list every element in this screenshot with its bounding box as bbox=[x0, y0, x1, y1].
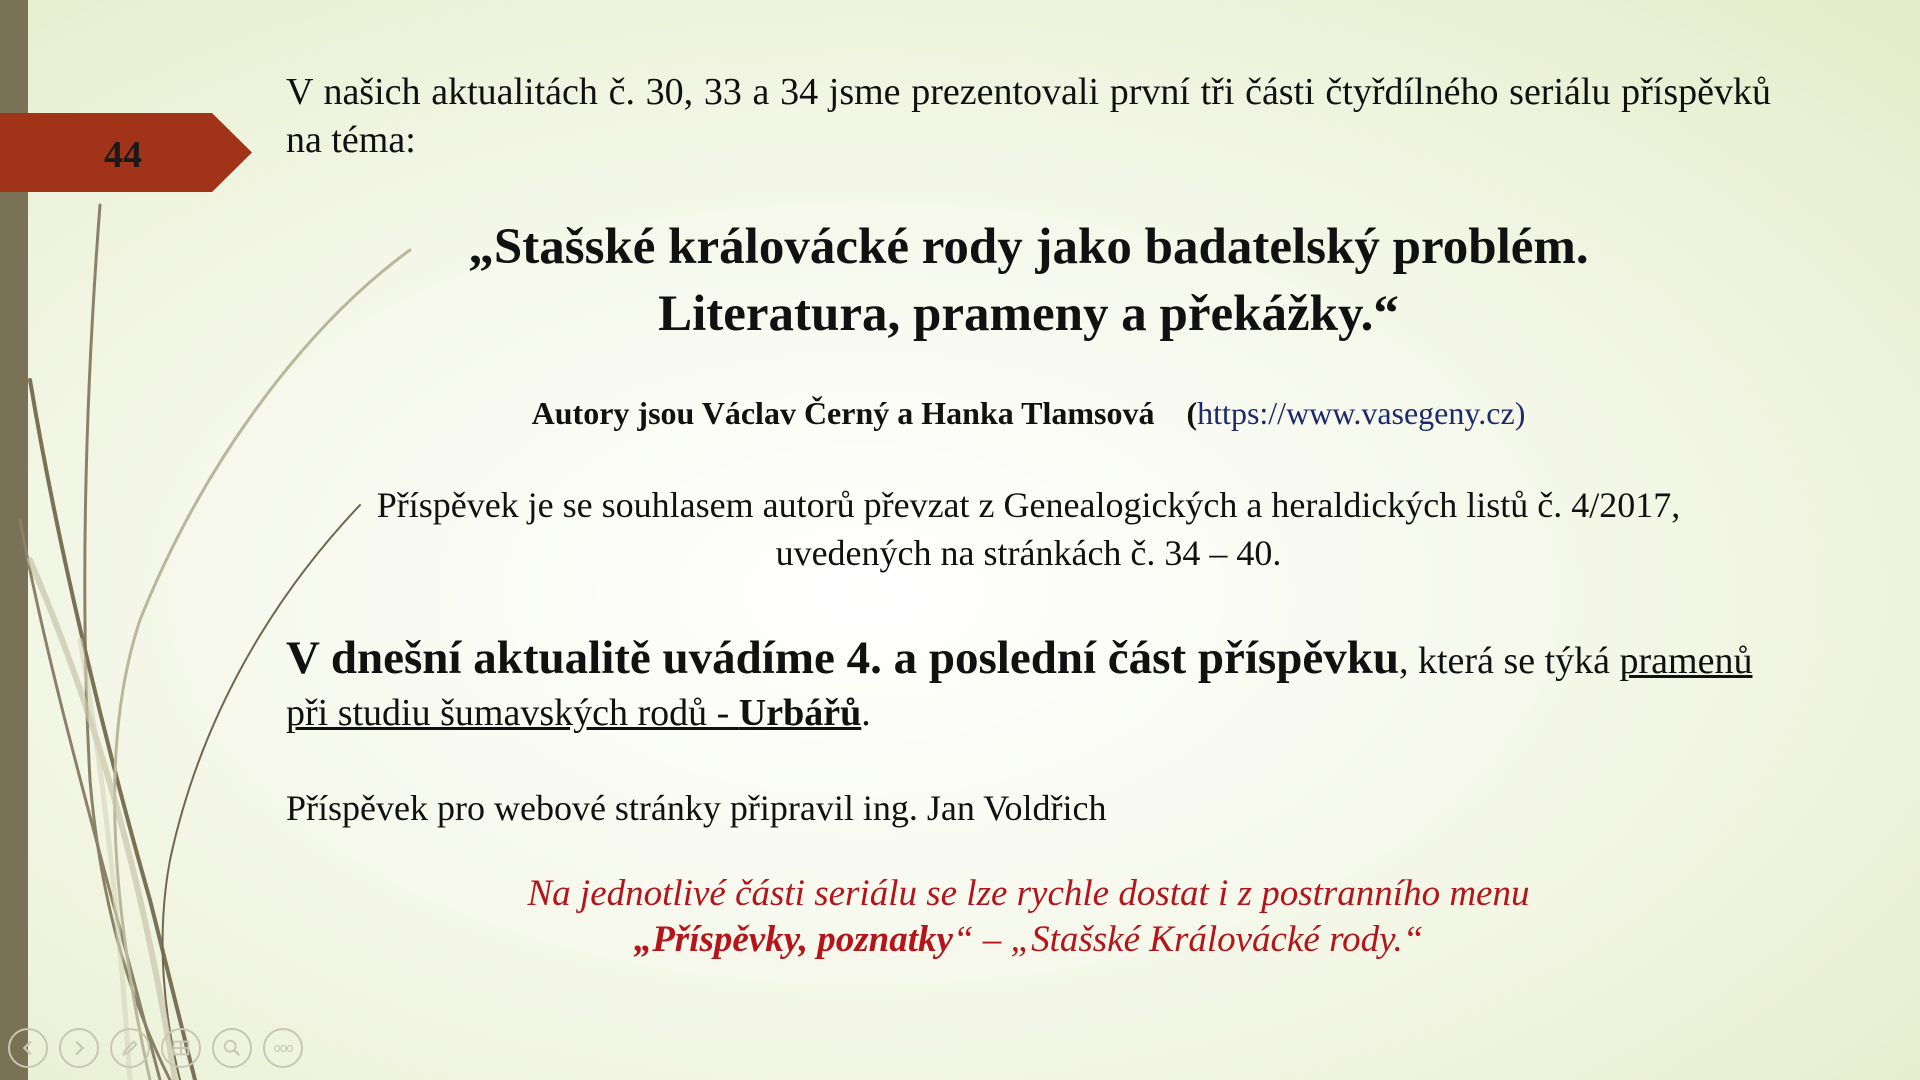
source-line-1: Příspěvek je se souhlasem autorů převzat z Genealogických a heraldických listů č. 4/2017, bbox=[376, 485, 1681, 525]
more-icon: ooo bbox=[273, 1041, 293, 1055]
title-line-2: Literatura, prameny a překážky.“ bbox=[658, 286, 1399, 342]
zoom-icon bbox=[221, 1037, 243, 1059]
source-note bbox=[286, 481, 1771, 577]
today-text: , která se týká bbox=[1399, 640, 1620, 682]
source-line-2: uvedených na stránkách č. 34 – 40. bbox=[775, 533, 1282, 573]
navigation-note bbox=[286, 871, 1771, 963]
nav-note-menu-name: „Příspěvky, poznatky bbox=[633, 919, 953, 960]
authors-line bbox=[286, 393, 1771, 433]
slides-button[interactable] bbox=[161, 1028, 201, 1068]
pen-icon bbox=[119, 1037, 141, 1059]
zoom-button[interactable] bbox=[212, 1028, 252, 1068]
authors-link[interactable]: https://www.vasegeny.cz) bbox=[1197, 395, 1526, 431]
prepared-by: Příspěvek pro webové stránky připravil ing. Jan Voldřich bbox=[286, 788, 1107, 828]
intro-paragraph: V našich aktualitách č. 30, 33 a 34 jsme prezentovali první tři části čtyřdílného seriálu příspěvků na téma: bbox=[286, 71, 1771, 161]
next-button[interactable] bbox=[59, 1028, 99, 1068]
slides-icon bbox=[170, 1037, 192, 1059]
authors-paren: ( bbox=[1186, 395, 1198, 431]
today-end: . bbox=[861, 692, 871, 734]
today-topic-bold: Urbářů bbox=[738, 692, 862, 734]
nav-note-line-1: Na jednotlivé části seriálu se lze rychle dostat i z postranního menu bbox=[527, 873, 1530, 914]
nav-note-rest: “ – „Stašské Královácké rody.“ bbox=[952, 919, 1424, 960]
pen-button[interactable] bbox=[110, 1028, 150, 1068]
presentation-controls bbox=[8, 1028, 303, 1068]
article-title bbox=[286, 214, 1771, 348]
next-icon bbox=[68, 1037, 90, 1059]
more-options-button[interactable] bbox=[263, 1028, 303, 1068]
nav-note-line-2 bbox=[286, 917, 1771, 963]
previous-icon bbox=[17, 1037, 39, 1059]
today-paragraph bbox=[286, 632, 1771, 739]
slide-number: 44 bbox=[104, 134, 142, 176]
previous-button[interactable] bbox=[8, 1028, 48, 1068]
title-line-1: „Stašské královácké rody jako badatelský problém. bbox=[468, 219, 1589, 275]
today-topic-text: pramenů při studiu šumavských rodů - bbox=[286, 640, 1753, 734]
authors-label: Autory jsou Václav Černý a Hanka Tlamsová bbox=[531, 395, 1155, 431]
today-headline: V dnešní aktualitě uvádíme 4. a poslední část příspěvku bbox=[286, 632, 1399, 684]
